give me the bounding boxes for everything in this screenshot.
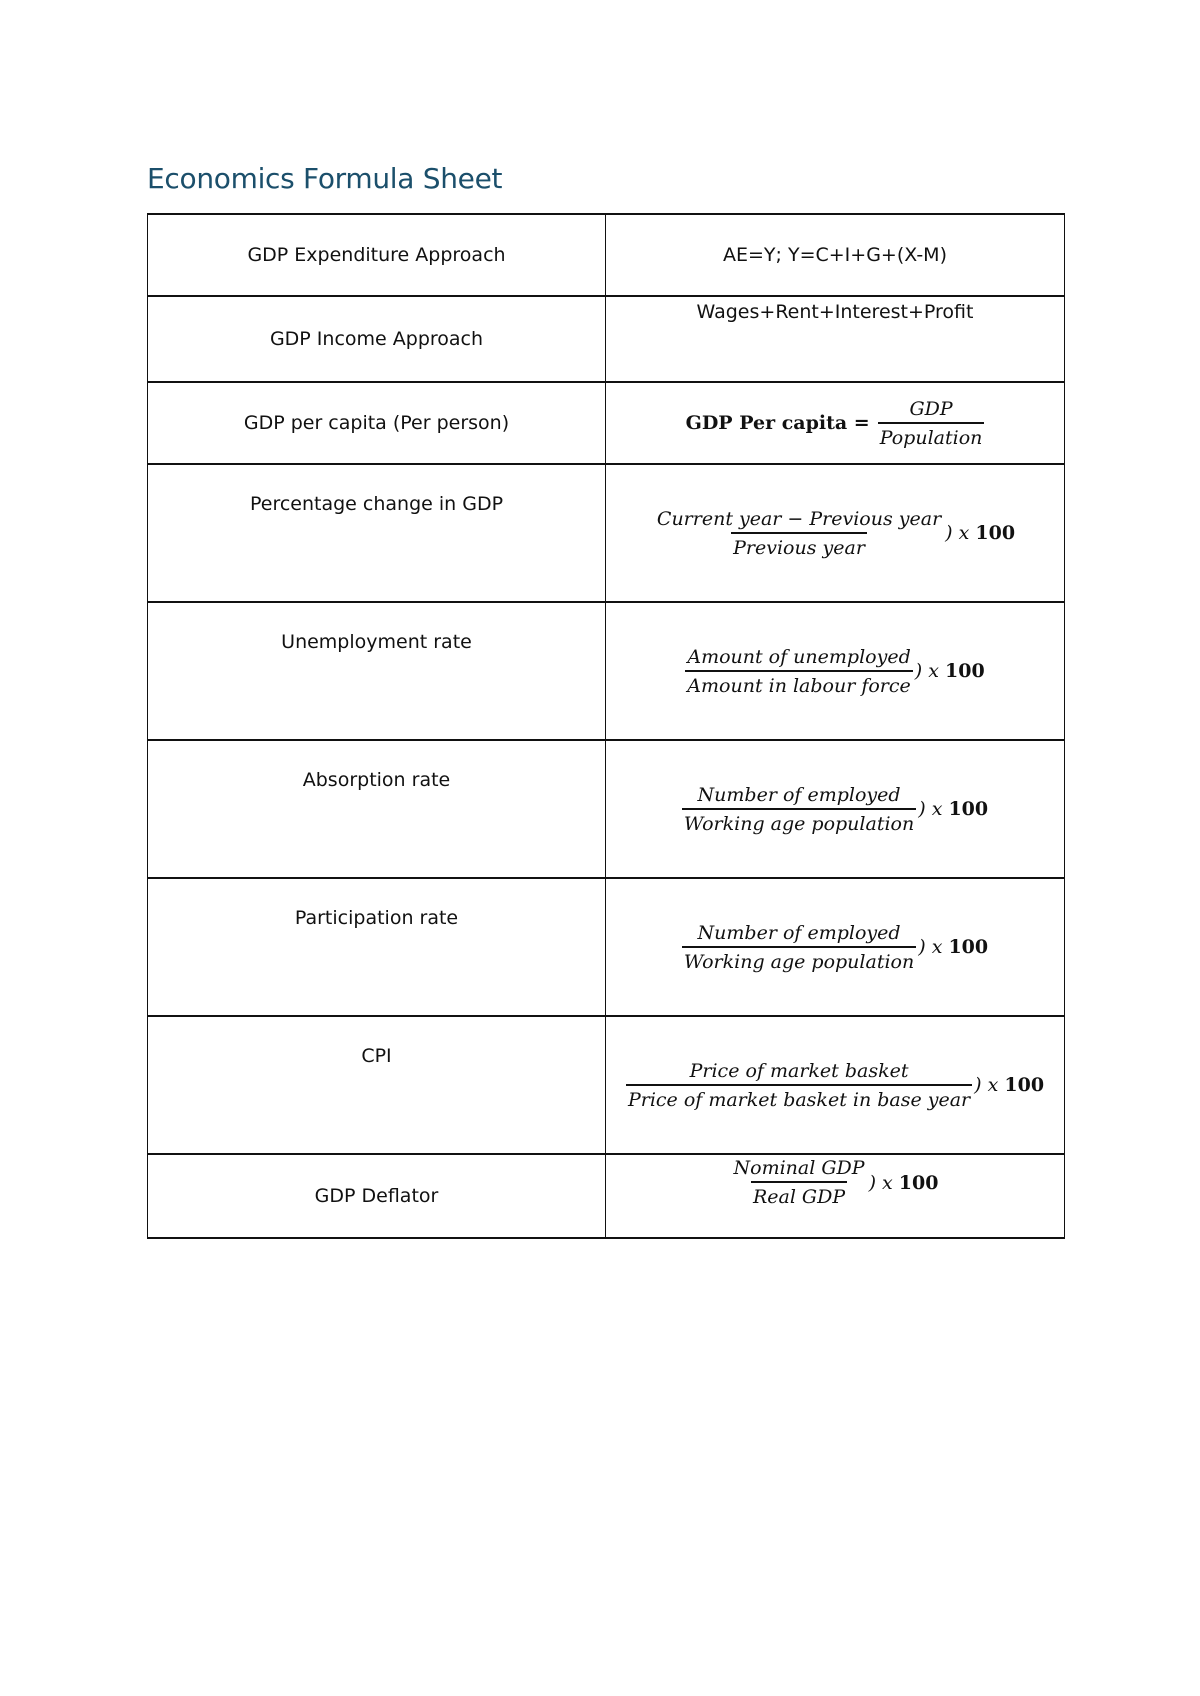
numerator: Price of market basket <box>689 1059 909 1082</box>
table-row <box>148 382 1065 464</box>
formula-text: Wages+Rent+Interest+Profit <box>696 301 974 323</box>
formula-cell <box>606 464 1065 602</box>
formula-name-cell <box>148 602 606 740</box>
formula-name: GDP Deflator <box>314 1184 439 1207</box>
formula-name-cell <box>148 740 606 878</box>
multiplier: ) x 100 <box>918 936 989 958</box>
formula-cell <box>606 296 1065 382</box>
denominator: Amount in labour force <box>685 670 912 697</box>
formula-cell <box>606 1154 1065 1238</box>
table-row <box>148 740 1065 878</box>
formula-lhs: GDP Per capita = <box>685 412 870 434</box>
formula-name: Participation rate <box>294 907 459 929</box>
formula-name: GDP per capita (Per person) <box>243 411 510 434</box>
denominator: Real GDP <box>751 1181 847 1208</box>
denominator: Population <box>878 422 985 449</box>
page-title: Economics Formula Sheet <box>147 162 503 195</box>
formula-name: CPI <box>361 1045 392 1067</box>
fraction <box>878 398 985 449</box>
table-row <box>148 464 1065 602</box>
formula-cell <box>606 214 1065 296</box>
fraction <box>682 784 916 835</box>
formula-name: Absorption rate <box>302 769 451 791</box>
numerator: GDP <box>909 397 953 420</box>
formula-math <box>626 1060 1044 1111</box>
multiplier: ) x 100 <box>918 798 989 820</box>
formula-cell <box>606 382 1065 464</box>
formula-cell <box>606 878 1065 1016</box>
denominator: Price of market basket in base year <box>626 1084 972 1111</box>
formula-name-cell <box>148 1016 606 1154</box>
fraction <box>655 508 943 559</box>
formula-name-cell <box>148 382 606 464</box>
formula-name-cell <box>148 296 606 382</box>
numerator: Current year − Previous year <box>656 507 942 530</box>
denominator: Previous year <box>731 532 867 559</box>
fraction <box>732 1157 867 1208</box>
multiplier: ) x 100 <box>974 1074 1045 1096</box>
table-row <box>148 296 1065 382</box>
table-row <box>148 1154 1065 1238</box>
denominator: Working age population <box>682 946 916 973</box>
denominator: Working age population <box>682 808 916 835</box>
formula-table <box>147 213 1065 1239</box>
formula-cell <box>606 1016 1065 1154</box>
formula-name-cell <box>148 214 606 296</box>
formula-math <box>686 398 985 449</box>
formula-cell <box>606 602 1065 740</box>
formula-math <box>682 784 988 835</box>
formula-math <box>655 508 1015 559</box>
fraction <box>626 1060 972 1111</box>
fraction <box>685 646 912 697</box>
table-row <box>148 1016 1065 1154</box>
numerator: Nominal GDP <box>733 1157 865 1179</box>
table-row <box>148 878 1065 1016</box>
numerator: Number of employed <box>697 921 901 944</box>
formula-name: Unemployment rate <box>281 631 472 653</box>
formula-cell <box>606 740 1065 878</box>
formula-name-cell <box>148 1154 606 1238</box>
formula-text: AE=Y; Y=C+I+G+(X-M) <box>723 243 947 266</box>
formula-math <box>732 1157 939 1208</box>
table-row <box>148 602 1065 740</box>
formula-name: GDP Income Approach <box>269 327 484 350</box>
formula-math <box>685 646 984 697</box>
formula-name: Percentage change in GDP <box>249 493 504 515</box>
multiplier: ) x 100 <box>914 660 985 682</box>
numerator: Amount of unemployed <box>687 645 911 668</box>
formula-math <box>682 922 988 973</box>
fraction <box>682 922 916 973</box>
formula-name-cell <box>148 878 606 1016</box>
numerator: Number of employed <box>697 783 901 806</box>
table-row <box>148 214 1065 296</box>
multiplier: ) x 100 <box>868 1171 939 1194</box>
formula-name: GDP Expenditure Approach <box>247 243 506 266</box>
formula-name-cell <box>148 464 606 602</box>
multiplier: ) x 100 <box>945 522 1016 544</box>
